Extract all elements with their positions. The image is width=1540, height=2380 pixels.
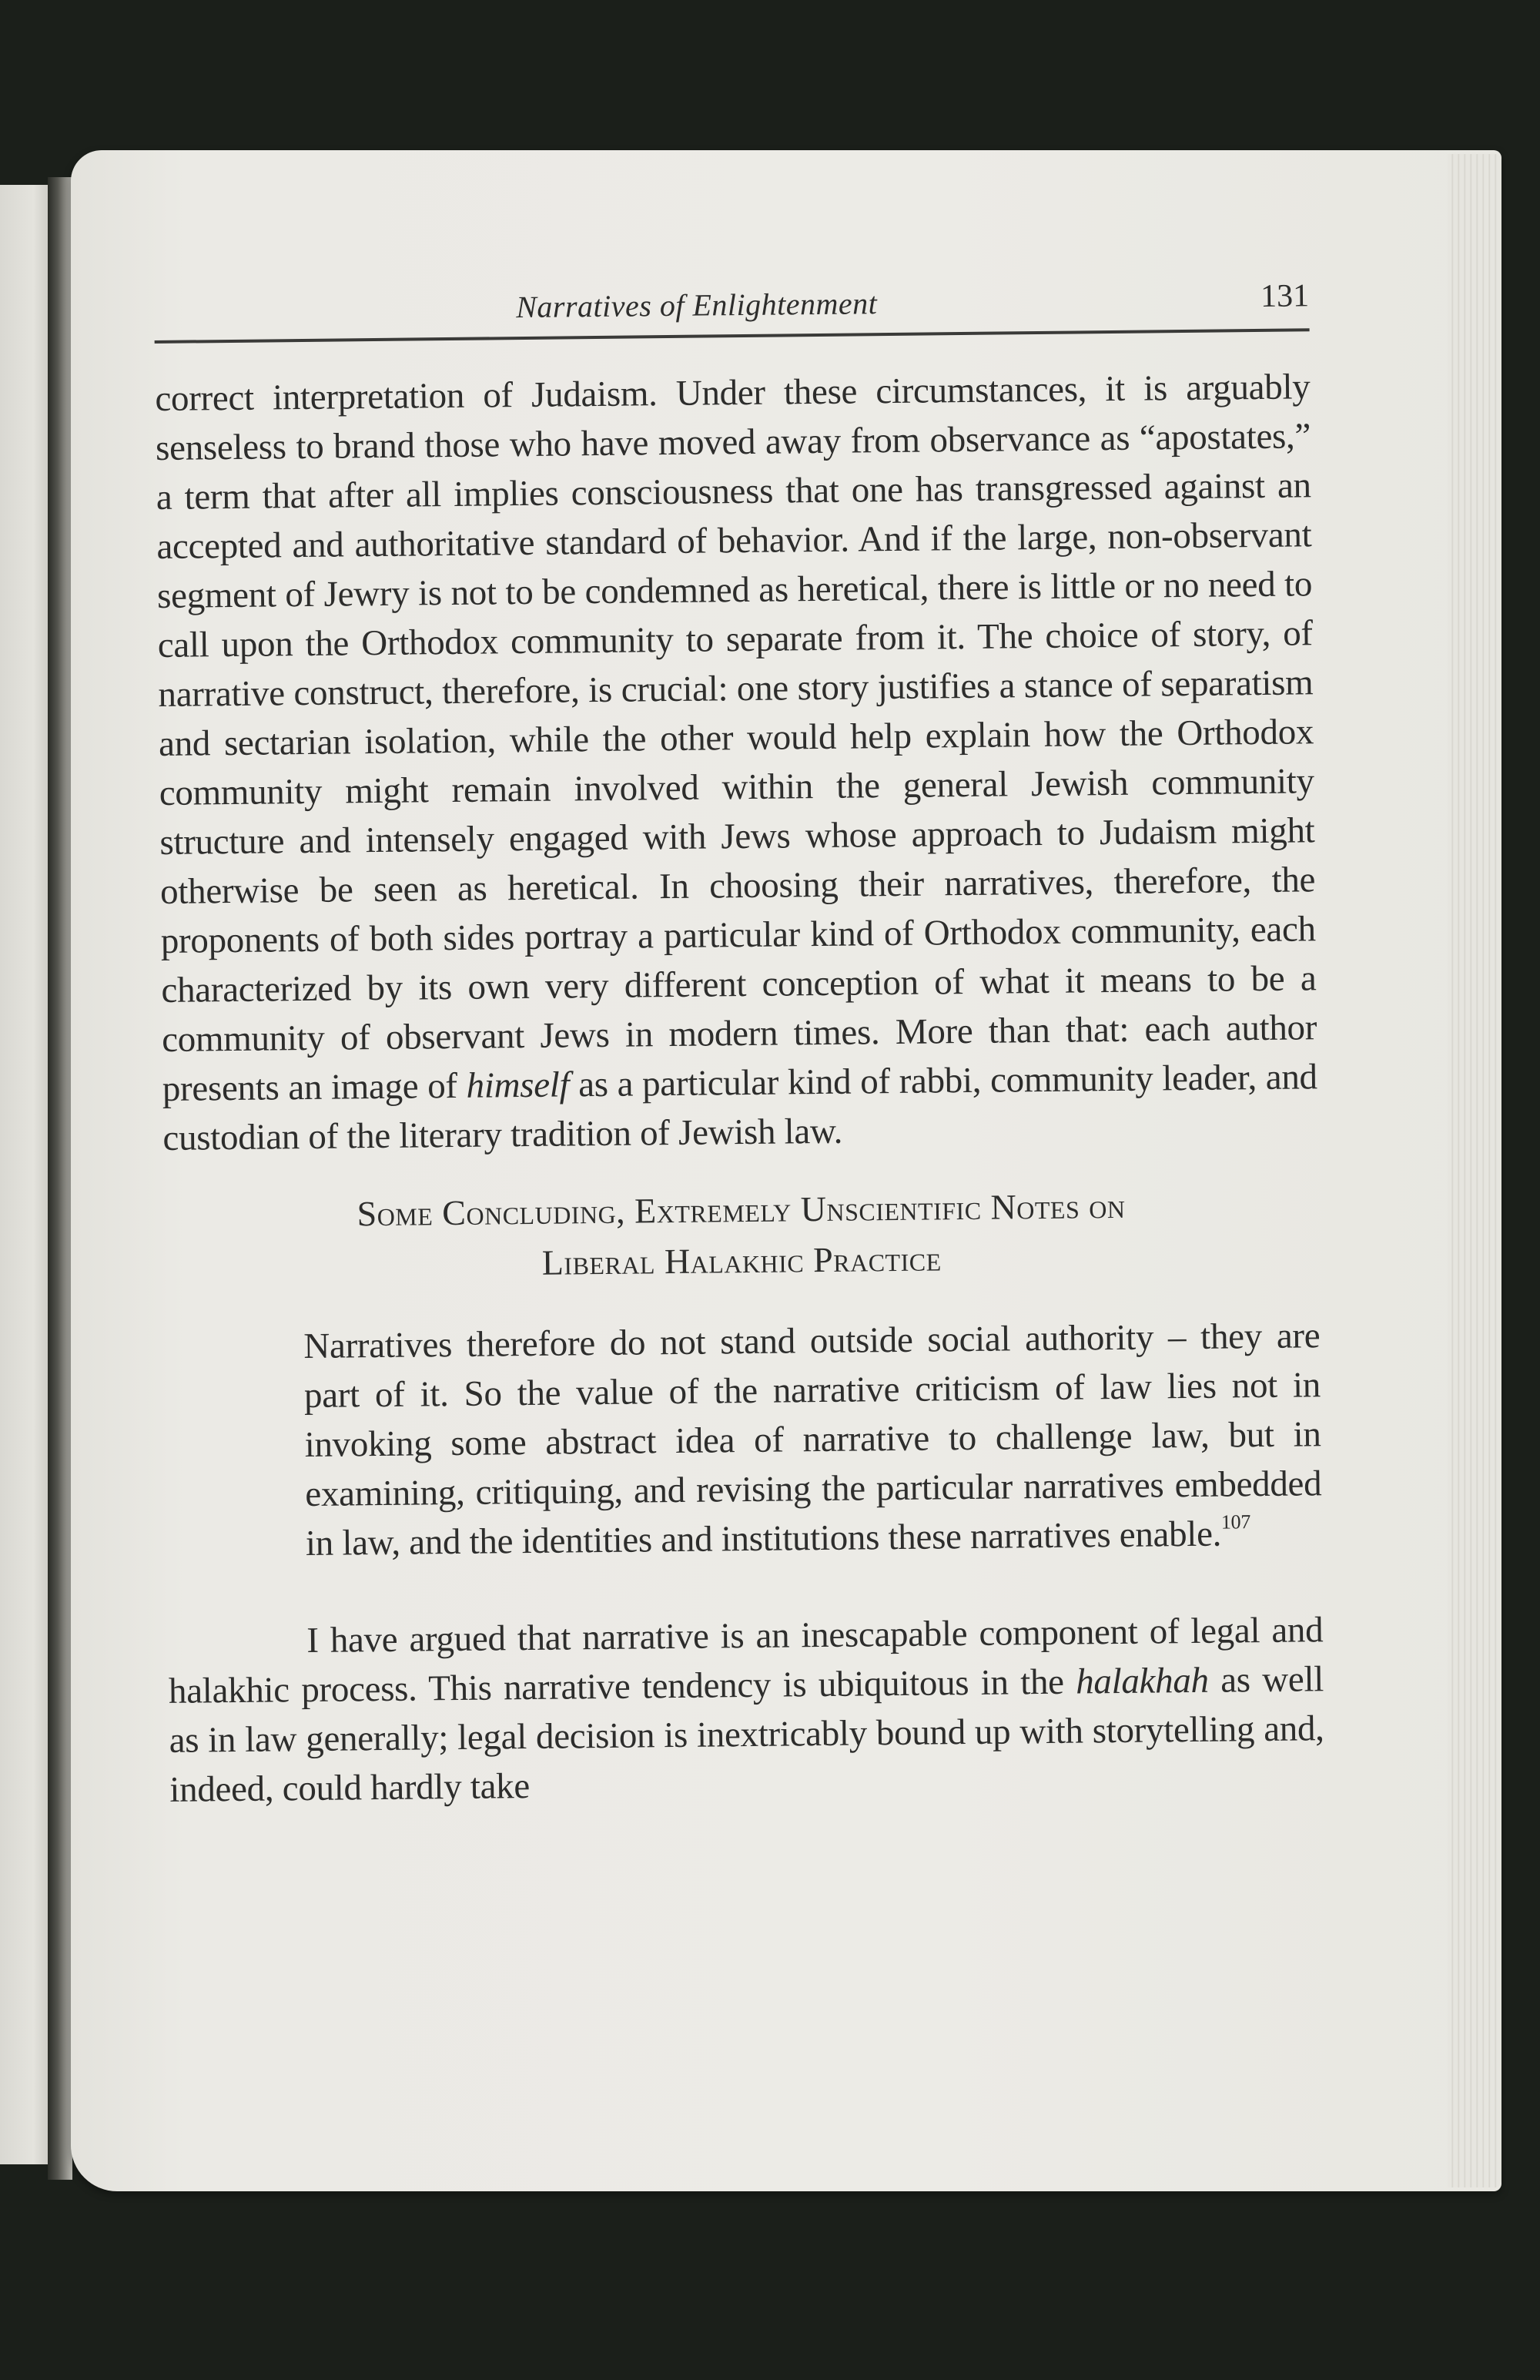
body-text [155,362,1325,1815]
section-heading-line: Some Concluding, Extremely Unscientific Notes on [357,1185,1126,1234]
book-gutter [48,177,72,2180]
paragraph-text: as well as in law generally; legal decision is inextricably bound up with storytelling and, indeed, could hardly take [169,1659,1324,1810]
quote-text: Narratives therefore do not stand outside social authority – they are part of it. So the value of the narrative criticism of law lies not in invoking some abstract idea of narrative to challenge law, but in examining, critiquing, and revising the particular narratives embedded in law, and the identities and institutions these narratives enable. [303,1316,1322,1564]
page-stack-edge [1448,154,1502,2187]
section-heading-line: Liberal Halakhic Practice [541,1239,942,1282]
running-title: Narratives of Enlightenment [515,286,878,325]
footnote-reference[interactable]: 107 [1220,1510,1251,1534]
page-content [154,280,1325,1815]
paragraph-text: I have argued that narrative is an inescapable component of legal and halakhic process. This narrative tendency is ubiquitous in the [168,1610,1324,1711]
paragraph-continued [155,362,1318,1163]
emphasis-text: himself [466,1064,570,1106]
paragraph-text: as a particular kind of rabbi, community leader, and custodian of the literary tradition of Jewish law. [162,1057,1318,1158]
emphasis-text: halakhah [1075,1660,1209,1702]
facing-page-edge [0,185,48,2164]
paragraph-text: correct interpretation of Judaism. Under these circumstances, it is arguably senseless to brand those who have moved away from observance as “apostates,” a term that after all implies consciousness that one has transgressed against an accepted and authoritative standard of behavior. And if the large, non-observant segment of Jewry is not to be condemned as heretical, there is little or no need to call upon the Orthodox community to separate from it. The choice of story, of narrative construct, therefore, is crucial: one story justifies a stance of separatism and sectarian isolation, while the other would help explain how the Orthodox community might remain involved within the general Jewish community structure and intensely engaged with Jews whose approach to Judaism might otherwise be seen as heretical. In choosing their narratives, therefore, the proponents of both sides portray a particular kind of Orthodox community, each characterized by its own very different conception of what it means to be a community of observant Jews in modern times. More than that: each author presents an image of [155,367,1317,1109]
paragraph [168,1605,1325,1815]
section-heading [163,1178,1319,1292]
page-number: 131 [1260,278,1310,314]
block-quote [303,1311,1322,1568]
